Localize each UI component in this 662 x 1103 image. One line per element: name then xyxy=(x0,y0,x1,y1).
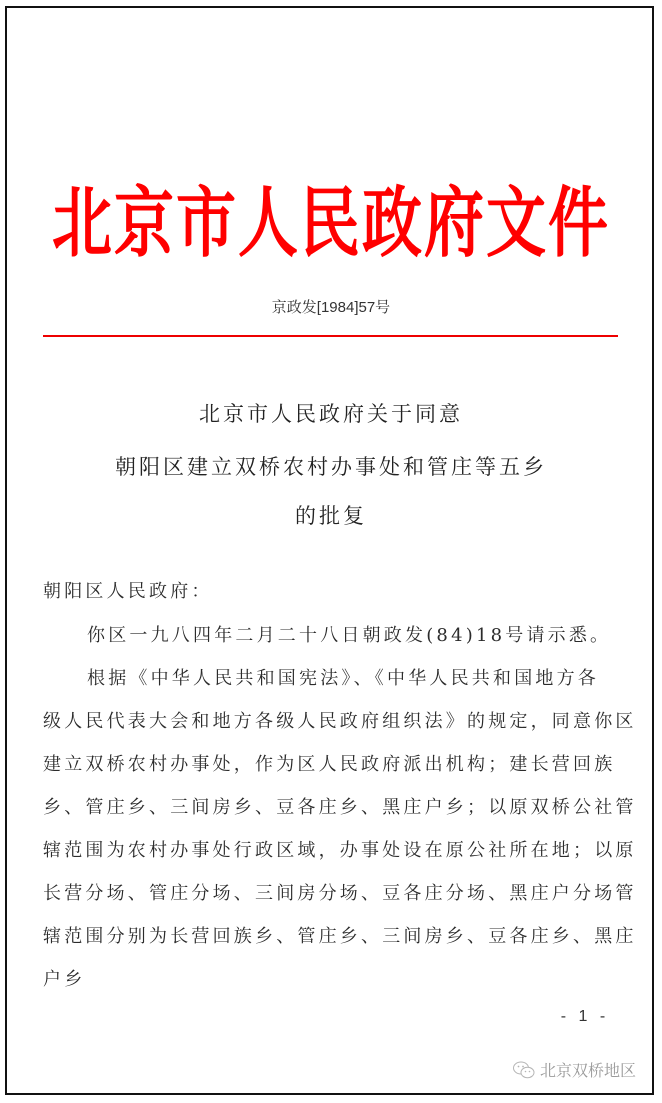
document-heading-line-3: 的批复 xyxy=(295,504,367,528)
body-line: 级人民代表大会和地方各级人民政府组织法》的规定，同意你区 xyxy=(43,711,637,732)
document-number: 京政发[1984]57号 xyxy=(271,299,391,316)
body-line: 乡、管庄乡、三间房乡、豆各庄乡、黑庄户乡；以原双桥公社管 xyxy=(43,797,637,818)
document-heading-line-1: 北京市人民政府关于同意 xyxy=(199,402,463,426)
addressee: 朝阳区人民政府： xyxy=(43,581,213,602)
body-line: 根据《中华人民共和国宪法》、《中华人民共和国地方各 xyxy=(87,668,599,689)
document-heading-line-2: 朝阳区建立双桥农村办事处和管庄等五乡 xyxy=(115,455,547,479)
body-line: 长营分场、管庄分场、三间房分场、豆各庄分场、黑庄户分场管 xyxy=(43,883,637,904)
red-separator-rule xyxy=(43,335,618,337)
watermark-account-name: 北京双桥地区 xyxy=(540,1061,637,1080)
body-line: 你区一九八四年二月二十八日朝政发(84)18号请示悉。 xyxy=(87,625,612,646)
body-line: 户乡 xyxy=(43,969,86,990)
wechat-watermark xyxy=(512,1058,636,1081)
body-line: 辖范围为农村办事处行政区域，办事处设在原公社所在地；以原 xyxy=(43,840,637,861)
issuer-red-title: 北京市人民政府文件 xyxy=(52,179,610,269)
body-line: 建立双桥农村办事处，作为区人民政府派出机构；建长营回族 xyxy=(43,754,616,775)
body-line: 辖范围分别为长营回族乡、管庄乡、三间房乡、豆各庄乡、黑庄 xyxy=(43,926,637,947)
page-number: - 1 - xyxy=(560,1008,610,1025)
wechat-icon xyxy=(512,1060,536,1080)
